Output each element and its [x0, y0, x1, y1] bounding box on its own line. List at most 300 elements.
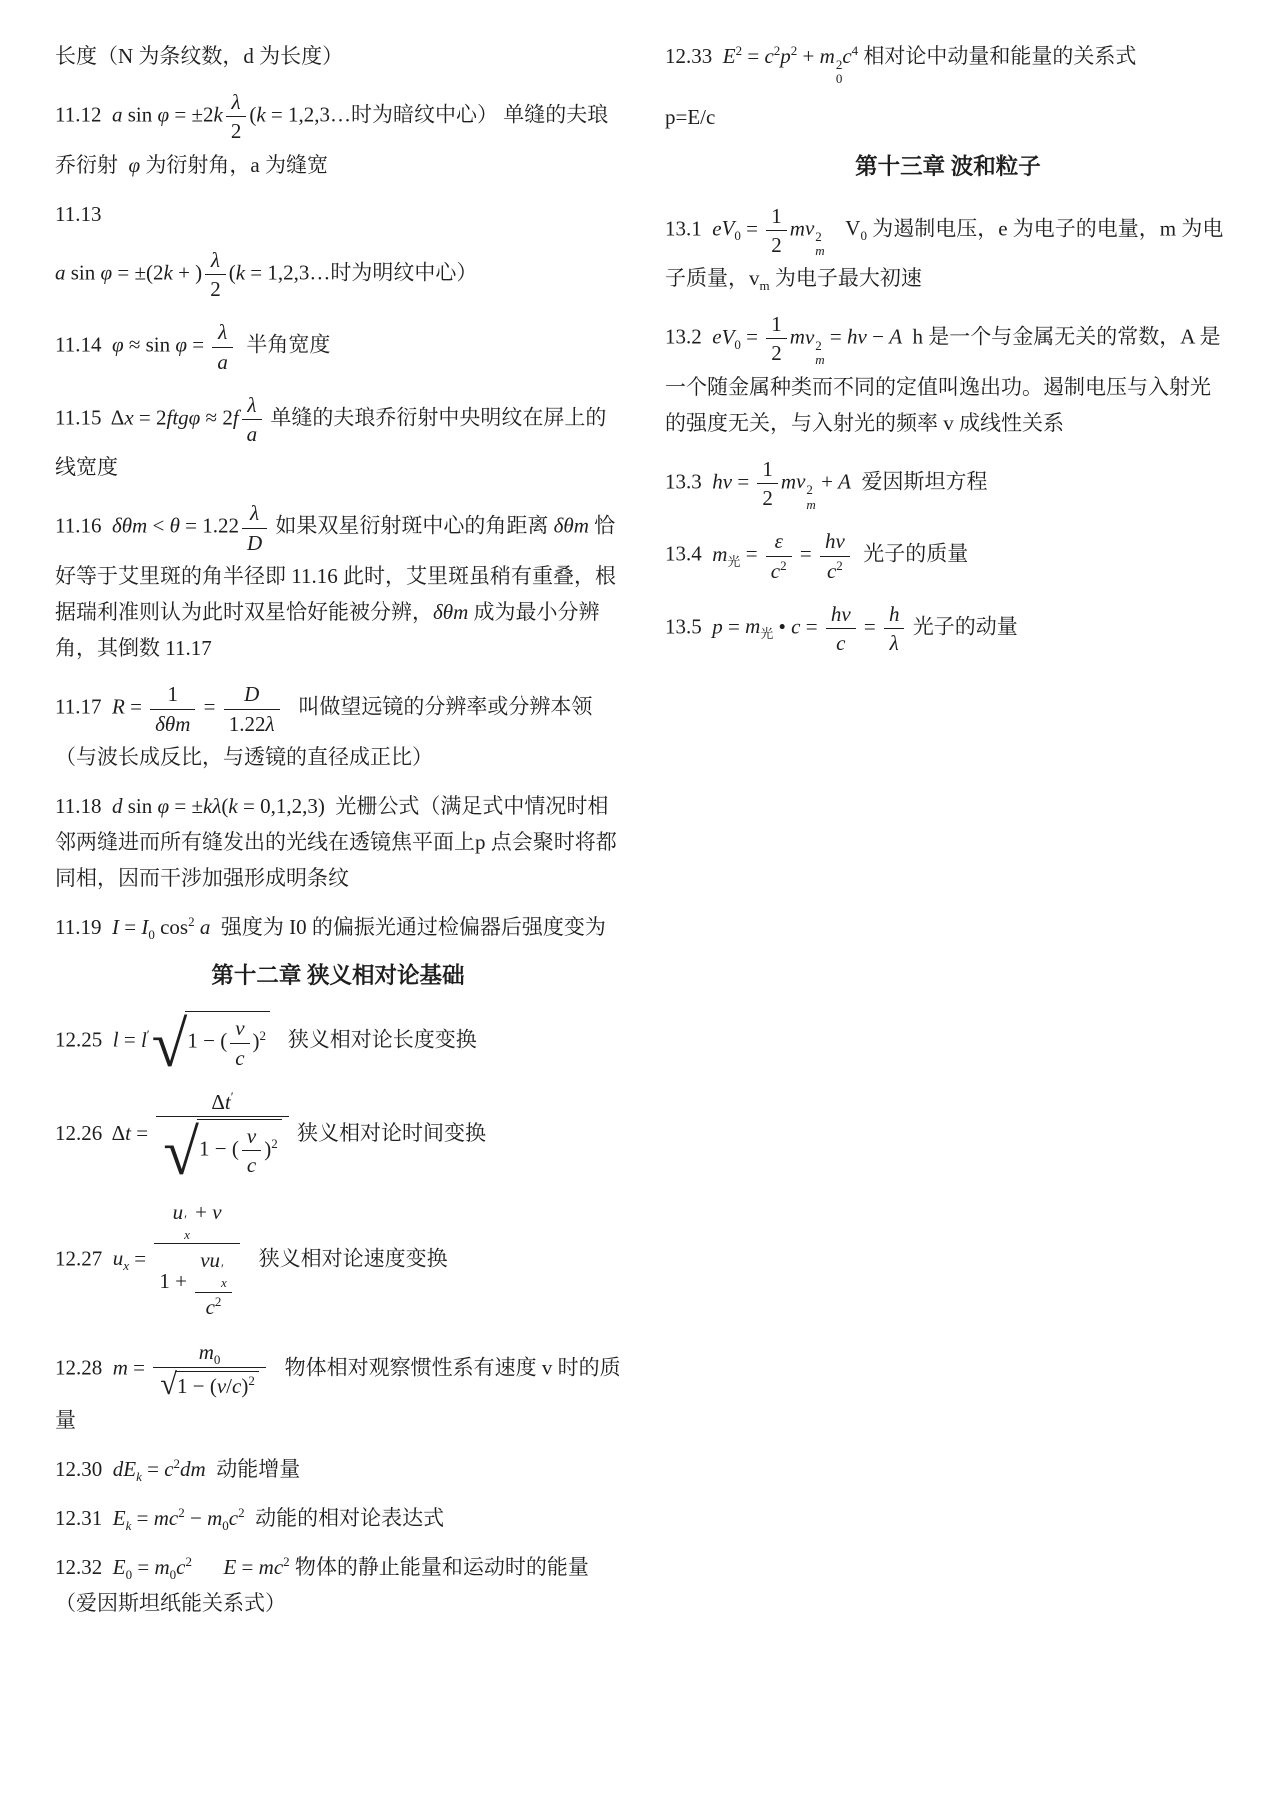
math-variable: I: [141, 915, 149, 940]
text-run: (: [221, 793, 229, 818]
formula-paragraph: [665, 99, 1231, 135]
text-run: 2: [735, 43, 743, 58]
text-run: =: [130, 1121, 154, 1145]
text-run: =: [858, 614, 881, 639]
math-variable: c: [232, 1373, 242, 1398]
superscript-group: [264, 1137, 278, 1161]
text-run: 2: [188, 914, 195, 930]
formula-paragraph: [55, 679, 621, 775]
math-variable: c: [176, 1555, 186, 1580]
superscript: [271, 1136, 278, 1151]
text-run: 0: [734, 228, 741, 244]
script-base: [796, 469, 805, 493]
text-run: 0: [125, 1567, 133, 1583]
fraction-numerator: [757, 456, 778, 484]
math-variable: v: [200, 1248, 210, 1273]
superscript-group: [169, 1506, 185, 1530]
text-run: ′: [230, 1088, 234, 1104]
text-run: [192, 1555, 224, 1579]
fraction: [212, 319, 233, 375]
formula-paragraph: [55, 87, 621, 183]
superscript-group: [842, 44, 858, 68]
fraction: [766, 203, 787, 259]
superscript: [221, 1262, 224, 1276]
text-run: ): [241, 1373, 249, 1398]
math-variable: e: [712, 216, 722, 241]
math-variable: m: [789, 324, 805, 349]
script-base: [780, 44, 791, 68]
text-run: =: [824, 324, 848, 349]
text-run: 11.16: [55, 514, 112, 538]
math-variable: m: [789, 216, 805, 241]
formula-paragraph: [55, 909, 621, 945]
text-run: =: [118, 915, 142, 940]
script-base: [123, 1457, 136, 1481]
fraction: [820, 528, 850, 584]
fraction: [242, 1123, 261, 1179]
math-variable: k: [228, 793, 238, 818]
text-run: 13.3: [665, 469, 713, 494]
superscript-group: [176, 1555, 192, 1579]
script-base: [210, 1248, 221, 1272]
math-variable: c: [770, 558, 781, 583]
text-run: 2: [806, 482, 813, 498]
text-run: =: [236, 1555, 259, 1580]
right-column: [665, 38, 1231, 1790]
text-run: 2: [214, 1293, 222, 1309]
superscript-group: [827, 559, 843, 583]
formula-paragraph: [55, 1549, 621, 1621]
fraction-numerator: [205, 247, 226, 275]
text-run: 2: [238, 1505, 245, 1521]
text-run: +: [189, 1199, 213, 1224]
text-run: 0: [835, 71, 843, 87]
text-run: 物体的静止能量和运动时的能量 （爱因斯坦纸能关系式）: [55, 1555, 600, 1616]
superscript: [806, 483, 813, 497]
text-run: [825, 216, 846, 240]
superscript-group: [141, 1028, 150, 1052]
text-run: =: [124, 694, 148, 719]
text-run: =: [722, 614, 746, 639]
text-run: 0: [213, 1351, 221, 1367]
subscript-group: [721, 216, 741, 244]
math-variable: hv: [824, 529, 845, 554]
math-variable: c: [842, 44, 852, 68]
math-variable: c: [246, 1153, 257, 1178]
script-base: [771, 559, 780, 583]
script-base: [820, 44, 835, 68]
text-run: =: [141, 1456, 165, 1481]
math-variable: m: [712, 541, 728, 566]
superscript: [231, 1089, 234, 1104]
fraction-numerator: [884, 601, 905, 629]
radicand: [185, 1011, 270, 1073]
text-run: 12.33: [665, 44, 723, 68]
text-run: 0: [222, 1518, 229, 1534]
math-variable: δθm: [553, 514, 589, 538]
math-variable: u: [209, 1248, 221, 1273]
math-variable: φ: [128, 152, 141, 177]
formula-paragraph: [665, 599, 1231, 659]
chapter-heading: 第十三章 波和粒子: [855, 153, 1041, 179]
text-run: ′: [184, 1212, 187, 1228]
text-run: = 1,2,3…时为暗纹中心） 单缝的夫琅乔衍射: [55, 102, 609, 177]
math-variable: m: [819, 44, 835, 68]
fraction: [150, 681, 195, 737]
text-run: sin: [65, 260, 101, 285]
subscript-group: [141, 915, 155, 943]
fraction-denominator: [242, 420, 263, 447]
math-variable: λ: [231, 90, 241, 115]
radicand: [197, 1119, 282, 1181]
superscript: [215, 1294, 222, 1309]
fraction: [195, 1247, 232, 1320]
text-run: 12.25: [55, 1027, 113, 1052]
text-run: =: [198, 694, 221, 719]
subscript: [815, 244, 824, 258]
subscript: [214, 1352, 221, 1367]
text-run: 12.31: [55, 1506, 113, 1531]
radical-sign: √: [160, 1366, 177, 1401]
text-run: 如果双星衍射斑中心的角距离: [270, 514, 554, 538]
text-run: 2: [248, 1372, 255, 1388]
text-run: 11.14: [55, 332, 112, 357]
fraction-denominator: [150, 710, 195, 737]
math-variable: c: [205, 1294, 215, 1319]
text-run: =: [127, 1355, 151, 1380]
math-variable: m: [806, 496, 816, 512]
text-run: 狭义相对论速度变换: [242, 1245, 448, 1270]
superscript: [248, 1373, 255, 1388]
script-base: [154, 1555, 169, 1579]
text-run: =: [187, 332, 210, 357]
text-run: cos: [154, 915, 189, 940]
superscript-group: [241, 1374, 255, 1398]
text-run: =: [129, 1245, 152, 1270]
fraction: [156, 1088, 288, 1190]
text-run: −: [184, 1506, 208, 1531]
text-run: 2: [771, 232, 782, 257]
square-root: [151, 1009, 270, 1082]
subscript-group: [112, 1555, 133, 1583]
text-run: 0: [860, 228, 867, 244]
text-run: 2: [271, 1135, 278, 1151]
text-run: ′: [221, 1260, 224, 1276]
math-variable: k: [125, 1518, 132, 1534]
subsup-group: [209, 1248, 227, 1291]
formula-paragraph: [55, 1500, 621, 1536]
math-variable: δθm: [111, 514, 148, 538]
math-variable: a: [217, 349, 228, 374]
text-run: 成为最小分辨角，其倒数 11.17: [55, 600, 600, 661]
superscript-group: [229, 1506, 245, 1530]
text-run: 光: [727, 554, 741, 570]
text-run: 12.26 Δ: [55, 1121, 126, 1145]
text-run: sin: [122, 793, 158, 818]
radicand: [175, 1371, 259, 1399]
fraction-denominator: [212, 348, 233, 375]
math-variable: A: [838, 469, 851, 494]
math-variable: λ: [218, 320, 228, 345]
math-variable: c: [791, 614, 801, 639]
formula-paragraph: [665, 38, 1231, 86]
text-run: (: [228, 260, 236, 285]
fraction-numerator: [766, 528, 792, 556]
subsup-stack: [221, 1262, 227, 1291]
math-variable: x: [124, 405, 134, 430]
text-run: 2: [773, 43, 781, 58]
text-run: +: [797, 44, 820, 68]
text-run: 为遏制电压，e 为电子的电量，m 为电子质量，: [665, 216, 1224, 291]
text-run: 动能增量: [205, 1456, 301, 1481]
math-variable: kλ: [203, 793, 222, 818]
text-run: 12.32: [55, 1555, 113, 1580]
text-run: ≈ sin: [123, 332, 176, 357]
text-run: =: [740, 324, 764, 349]
fraction-numerator: [766, 203, 787, 231]
math-variable: x: [221, 1275, 227, 1291]
text-run: 1: [762, 456, 773, 481]
math-variable: hv: [830, 601, 851, 626]
text-run: +: [815, 469, 839, 494]
text-run: ≈ 2: [200, 405, 233, 430]
text-run: 爱因斯坦方程: [851, 469, 988, 494]
subsup-group: [804, 216, 825, 259]
text-run: ): [264, 1136, 272, 1161]
fraction: [153, 1339, 266, 1400]
script-base: [113, 1555, 126, 1579]
math-variable: v: [216, 1373, 227, 1398]
subsup-group: [172, 1199, 190, 1242]
text-run: Δ: [211, 1089, 225, 1114]
text-run: = 1,2,3…时为明纹中心）: [245, 260, 478, 285]
text-run: 2: [178, 1505, 185, 1521]
math-variable: c: [235, 1045, 245, 1070]
math-variable: h: [888, 601, 900, 626]
text-run: 狭义相对论时间变换: [291, 1121, 486, 1145]
fraction-numerator: [195, 1247, 232, 1292]
text-run: v: [749, 266, 760, 291]
fraction: [884, 601, 905, 657]
script-base: [805, 216, 814, 240]
formula-paragraph: [55, 1451, 621, 1487]
fraction-numerator: [224, 681, 280, 709]
fraction-denominator: [884, 629, 905, 656]
subscript-group: [721, 324, 741, 352]
text-run: 1 − (: [176, 1373, 217, 1398]
fraction-numerator: [766, 311, 787, 339]
text-run: 1 +: [159, 1269, 193, 1294]
math-variable: l: [140, 1027, 147, 1052]
script-base: [207, 1506, 222, 1530]
math-variable: c: [164, 1456, 174, 1481]
text-run: = 0,1,2,3) 光栅公式（满足式中情况时相邻两缝进而所有缝发出的光线在透镜焦平面上p 点会聚时将都同相，因而干涉加强形成明条纹: [55, 793, 617, 891]
math-variable: hv: [847, 324, 867, 349]
superscript: [836, 558, 843, 573]
math-variable: t: [224, 1089, 231, 1114]
text-run: 1 − (: [199, 1136, 239, 1161]
fraction: [826, 601, 856, 657]
math-variable: δθm: [433, 600, 469, 625]
math-variable: φ: [157, 793, 170, 818]
math-variable: φ: [111, 332, 124, 357]
text-run: =: [732, 469, 755, 494]
script-base: [199, 1340, 214, 1364]
radical-sign: √: [163, 1117, 200, 1190]
subsup-group: [804, 324, 825, 367]
fraction-denominator: [205, 275, 226, 302]
text-run: •: [773, 614, 792, 639]
text-run: 11.19: [55, 915, 112, 940]
fraction-numerator: [156, 1089, 288, 1117]
text-run: 2: [815, 337, 822, 353]
math-variable: c: [228, 1506, 239, 1531]
text-run: 2: [815, 228, 822, 244]
formula-paragraph: [55, 498, 621, 666]
text-run: 11.18: [55, 793, 112, 818]
text-run: = 2: [133, 405, 167, 430]
text-run: 为电子最大初速: [769, 266, 922, 291]
math-variable: t: [125, 1121, 131, 1145]
math-variable: I: [111, 915, 119, 940]
text-run: =: [794, 541, 817, 566]
text-run: 0: [148, 927, 155, 943]
text-run: 单缝的夫琅乔衍射中央明纹在屏上的线宽度: [55, 405, 607, 480]
subscript-group: [112, 1506, 132, 1534]
script-base: [229, 1506, 238, 1530]
math-variable: x: [123, 1258, 130, 1274]
text-run: V: [845, 216, 861, 241]
math-variable: D: [244, 682, 260, 707]
fraction-numerator: [150, 681, 195, 709]
script-base: [206, 1295, 215, 1319]
superscript-group: [164, 1457, 180, 1481]
script-base: [274, 1555, 283, 1579]
subsup-stack: [815, 230, 824, 259]
math-variable: δθm: [155, 711, 191, 736]
math-variable: v: [804, 216, 815, 241]
subscript: [184, 1228, 190, 1242]
fraction: [230, 1015, 249, 1071]
text-run: 2: [790, 43, 798, 58]
text-run: 1: [771, 203, 782, 228]
subscript: [727, 554, 740, 569]
subscript-group: [154, 1555, 177, 1583]
fraction-denominator: [766, 231, 787, 258]
math-variable: dm: [180, 1456, 206, 1481]
text-run: = ±: [169, 793, 203, 818]
superscript-group: [253, 1029, 267, 1053]
math-variable: m: [154, 1555, 170, 1580]
text-run: 13.5: [665, 614, 713, 639]
script-base: [845, 216, 860, 240]
math-variable: θ: [169, 514, 180, 538]
math-variable: m: [815, 243, 825, 259]
text-run: 2: [836, 557, 843, 573]
script-base: [723, 44, 736, 68]
formula-paragraph: [55, 245, 621, 305]
fraction-numerator: [242, 1123, 261, 1151]
text-run: 光子的质量: [852, 541, 969, 566]
text-run: =: [740, 216, 764, 241]
math-variable: λ: [210, 247, 220, 272]
text-run: 2: [771, 341, 782, 366]
subscript-group: [745, 614, 774, 642]
fraction-denominator: [226, 117, 247, 144]
text-run: 2: [283, 1554, 290, 1570]
superscript-group: [155, 915, 195, 939]
text-run: sin: [122, 102, 158, 127]
math-variable: p: [712, 614, 723, 639]
text-run: =: [118, 1027, 141, 1052]
math-variable: E: [123, 1456, 137, 1481]
formula-paragraph: [55, 196, 621, 232]
chapter-heading: 第十二章 狭义相对论基础: [211, 963, 465, 989]
text-run: 动能的相对论表达式: [244, 1506, 445, 1531]
text-run: 1: [167, 682, 179, 707]
text-run: 1: [771, 312, 782, 337]
text-run: 光子的动量: [907, 614, 1018, 639]
fraction-numerator: [230, 1015, 249, 1043]
subscript-group: [712, 541, 741, 570]
text-run: 强度为 I0 的偏振光通过检偏器后强度变为: [210, 915, 606, 940]
formula-paragraph: [665, 526, 1231, 586]
math-variable: v: [796, 469, 806, 494]
script-base: [113, 1246, 124, 1270]
text-run: 11.13: [55, 201, 102, 226]
script-base: [155, 915, 188, 939]
math-variable: k: [163, 260, 173, 285]
text-run: 12.30: [55, 1456, 113, 1481]
math-variable: e: [712, 324, 722, 349]
math-variable: E: [223, 1555, 237, 1580]
math-variable: ftgφ: [166, 405, 201, 430]
formula-paragraph: [55, 317, 621, 377]
text-run: + ): [172, 260, 203, 285]
text-run: 2: [185, 1554, 192, 1570]
math-variable: R: [111, 694, 125, 719]
math-variable: p: [780, 44, 791, 68]
text-run: =: [132, 1555, 155, 1580]
fraction-denominator: [826, 629, 856, 656]
text-run: = ±2: [169, 102, 214, 127]
text-run: 2: [762, 486, 773, 511]
text-run: <: [147, 514, 170, 538]
script-base: [805, 325, 814, 349]
math-variable: c: [836, 631, 846, 656]
math-variable: c: [273, 1555, 284, 1580]
math-variable: E: [722, 44, 736, 68]
text-run: 2: [835, 56, 843, 72]
math-variable: E: [112, 1555, 126, 1580]
fraction-denominator: [757, 484, 778, 511]
math-variable: D: [247, 530, 263, 555]
math-variable: m: [745, 614, 761, 639]
radical-sign: √: [151, 1009, 188, 1082]
formula-paragraph: [665, 454, 1231, 514]
math-variable: φ: [175, 332, 188, 357]
text-run: ′: [146, 1026, 150, 1042]
script-base: [764, 44, 773, 68]
text-run: 为衍射角，a 为缝宽: [140, 152, 328, 177]
formula-paragraph: [665, 201, 1231, 297]
formula-paragraph: [665, 309, 1231, 441]
superscript-group: [206, 1295, 222, 1319]
formula-paragraph: [55, 1087, 621, 1190]
text-run: (: [249, 102, 257, 127]
script-base: [164, 1457, 173, 1481]
subscript: [836, 72, 843, 86]
